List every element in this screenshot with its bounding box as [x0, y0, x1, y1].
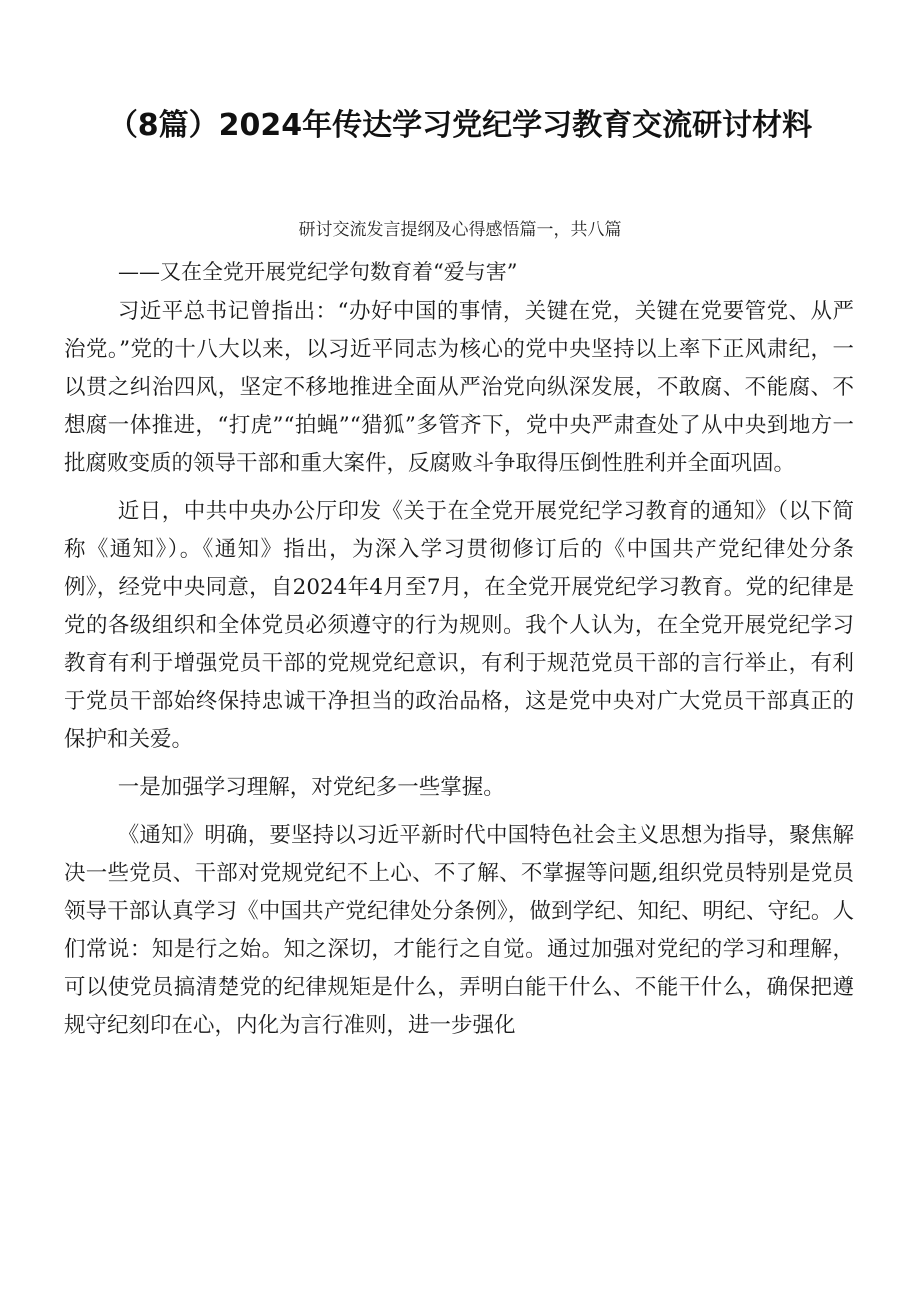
- paragraph: 习近平总书记曾指出：“办好中国的事情，关键在党，关键在党要管党、从严治党。”党的十八大以来，以习近平同志为核心的党中央坚持以上率下正风肃纪，一以贯之纠治四风，坚定不移地推进全面从严治党向纵深发展，不敢腐、不能腐、不想腐一体推进，“打虎”“拍蝇”“猎狐”多管齐下，党中央严肃查处了从中央到地方一批腐败变质的领导干部和重大案件，反腐败斗争取得压倒性胜利并全面巩固。: [64, 299, 854, 476]
- paragraph: 近日，中共中央办公厅印发《关于在全党开展党纪学习教育的通知》（以下简称《通知》）。《通知》指出，为深入学习贯彻修订后的《中国共产党纪律处分条例》，经党中央同意，自2024年4月至7月，在全党开展党纪学习教育。党的纪律是党的各级组织和全体党员必须遵守的行为规则。我个人认为，在全党开展党纪学习教育有利于增强党员干部的党规党纪意识，有利于规范党员干部的言行举止，有利于党员干部始终保持忠诚干净担当的政治品格，这是党中央对广大党员干部真正的保护和关爱。: [64, 499, 854, 752]
- paragraph: 《通知》明确，要坚持以习近平新时代中国特色社会主义思想为指导，聚焦解决一些党员、干部对党规党纪不上心、不了解、不掌握等问题,组织党员特别是党员领导干部认真学习《中国共产党纪律处分条例》，做到学纪、知纪、明纪、守纪。人们常说：知是行之始。知之深切，才能行之自觉。通过加强对党纪的学习和理解，可以使党员搞清楚党的纪律规矩是什么，弄明白能干什么、不能干什么，确保把遵规守纪刻印在心，内化为言行准则，进一步强化: [64, 823, 854, 1038]
- document-subtitle: 研讨交流发言提纲及心得感悟篇一，共八篇: [298, 220, 622, 240]
- document-body: [64, 293, 854, 1055]
- paragraph-heading: 一是加强学习理解，对党纪多一些掌握。: [117, 775, 505, 800]
- document-title: （8篇）2024年传达学习党纪学习教育交流研讨材料: [107, 108, 813, 143]
- topic-line: ——又在全党开展党纪学句数育着“爱与害”: [118, 260, 518, 284]
